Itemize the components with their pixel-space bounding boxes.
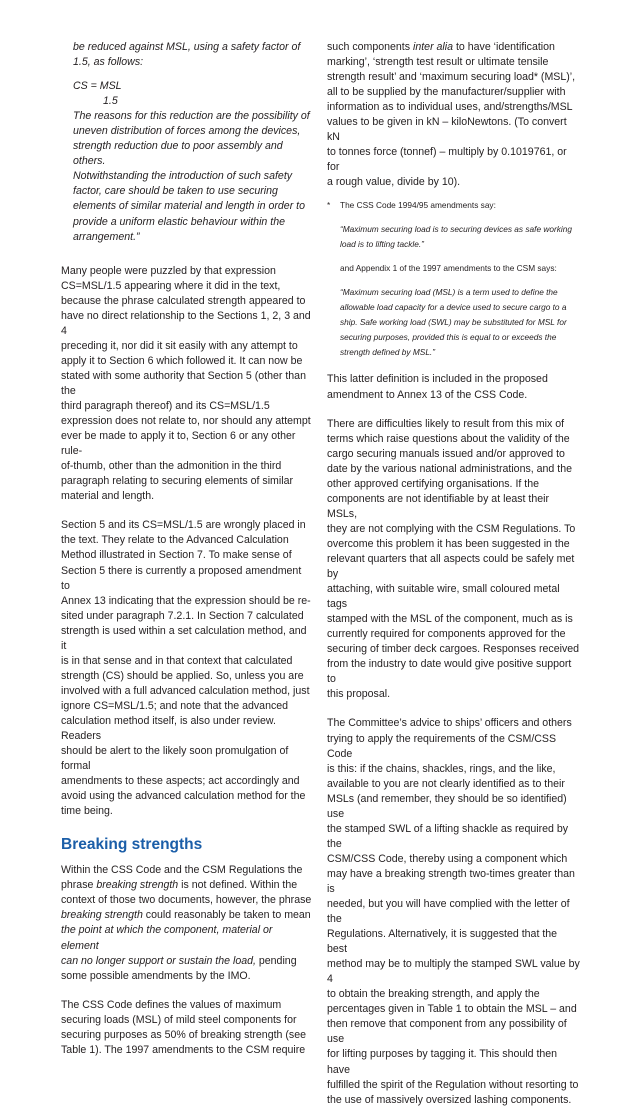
text-line: some possible amendments by the IMO. <box>61 969 251 982</box>
text-line: values to be given in kN – kiloNewtons. (To convert kN <box>327 116 567 144</box>
text-line: CS=MSL/1.5 appearing where it did in the text, <box>61 279 281 292</box>
text-line: terms which raise questions about the validity of the <box>327 432 570 445</box>
intro-text <box>61 40 312 70</box>
text-line: marking’, ‘strength test result or ultimate tensile <box>327 56 549 69</box>
text-line: available to you are not clearly identified as to their <box>327 777 565 790</box>
text-line: “Maximum securing load is to securing devices as safe working <box>340 224 572 235</box>
quote-block <box>61 109 312 244</box>
paragraph-section5 <box>61 518 312 819</box>
text-line: such components inter alia to have ‘identification <box>327 41 555 53</box>
text-line: breaking strength could reasonably be taken to mean <box>61 909 311 922</box>
text-line: sited under paragraph 7.2.1. In Section 7 calculated <box>61 609 304 622</box>
text-line: Section 5 and its CS=MSL/1.5 are wrongly placed in <box>61 519 306 532</box>
text-line: stated with some authority that Section 5 (other than the <box>61 369 306 397</box>
text-line: CSM/CSS Code, thereby using a component which <box>327 852 568 865</box>
paragraph-committee-advice <box>327 716 580 1107</box>
text-line: amendments to these aspects; act accordingly and <box>61 775 300 788</box>
footnote-quote-1 <box>327 222 580 252</box>
text-line: securing purposes, provided this is equal to or exceeds the <box>340 332 557 343</box>
text-line: strength (CS) should be applied. So, unless you are <box>61 669 304 682</box>
text-line: attaching, with suitable wire, small coloured metal tags <box>327 583 560 611</box>
formula-top: CS = MSL <box>73 80 122 93</box>
text-line: have no direct relationship to the Sections 1, 2, 3 and 4 <box>61 309 311 337</box>
text-line: Many people were puzzled by that expression <box>61 264 276 277</box>
text-line: allowable load capacity for a device used to secure cargo to a <box>340 302 567 313</box>
text-line: third paragraph thereof) and its CS=MSL/1.5 <box>61 400 270 413</box>
paragraph-breaking-strength <box>61 863 312 983</box>
text-line: relevant quarters that all aspects could be safely met by <box>327 552 575 581</box>
footnote-appendix: and Appendix 1 of the 1997 amendments to the CSM says: <box>340 263 557 274</box>
text-line: from the industry to date would give positive support to <box>327 658 572 686</box>
footnote-star: * <box>327 200 331 211</box>
text-line: be reduced against MSL, using a safety factor of <box>73 41 301 53</box>
text-line: The Committee’s advice to ships’ officers and others <box>327 717 572 730</box>
text-line: they are not complying with the CSM Regulations. To <box>327 522 576 535</box>
text-line: provide a uniform elastic behaviour within the <box>73 215 285 228</box>
text-line: securing purposes as 50% of breaking strength (see <box>61 1028 306 1041</box>
text-line: strength defined by MSL.” <box>340 347 436 358</box>
text-line: components are not identifiable by at least their MSLs, <box>327 492 550 520</box>
paragraph-puzzled <box>61 264 312 505</box>
text-line: all to be supplied by the manufacturer/supplier with <box>327 86 566 99</box>
text-line: ever be made to apply it to, Section 6 or any other rule- <box>61 430 296 458</box>
text-line: Within the CSS Code and the CSM Regulations the <box>61 864 303 877</box>
text-line: There are difficulties likely to result from this mix of <box>327 417 565 430</box>
text-line: fulfilled the spirit of the Regulation without resorting to <box>327 1078 579 1091</box>
text-line: The reasons for this reduction are the possibility of <box>73 110 310 123</box>
text-line: securing loads (MSL) of mild steel components for <box>61 1013 297 1026</box>
text-line: ship. Safe working load (SWL) may be substituted for MSL for <box>340 317 567 328</box>
text-line: is this: if the chains, shackles, rings, and the like, <box>327 762 556 775</box>
text-line: currently required for components approved for the <box>327 628 566 641</box>
text-line: strength result’ and ‘maximum securing load* (MSL)’, <box>327 71 576 84</box>
text-line: stamped with the MSL of the component, much as is <box>327 613 573 626</box>
text-line: Section 5 there is currently a proposed amendment to <box>61 564 302 592</box>
text-line: involved with a full advanced calculation method, just <box>61 684 310 697</box>
text-line: is in that sense and in that context that calculated <box>61 654 293 667</box>
right-column <box>327 40 580 1108</box>
text-line: material and length. <box>61 490 155 503</box>
text-line: a rough value, divide by 10). <box>327 176 461 189</box>
text-line: 1.5, as follows: <box>73 56 144 69</box>
text-line: the point at which the component, material or element <box>61 924 273 952</box>
text-line: factor, care should be taken to use securing <box>73 185 278 198</box>
text-line: this proposal. <box>327 688 391 701</box>
text-line: of-thumb, other than the admonition in the third <box>61 460 282 473</box>
text-line: needed, but you will have complied with the letter of the <box>327 898 570 926</box>
text-line: information as to individual uses, and/strengths/MSL <box>327 101 573 114</box>
text-line: paragraph relating to securing elements of similar <box>61 475 294 488</box>
paragraph-css-code <box>61 998 312 1058</box>
text-line: The CSS Code defines the values of maximum <box>61 998 282 1011</box>
text-line: the use of massively oversized lashing components. <box>327 1093 572 1106</box>
text-line: method may be to multiply the stamped SWL value by 4 <box>327 958 580 986</box>
text-line: Annex 13 indicating that the expression should be re- <box>61 594 311 607</box>
text-line: Notwithstanding the introduction of such safety <box>73 170 293 183</box>
text-line: for lifting purposes by tagging it. This should then have <box>327 1048 558 1076</box>
text-line: amendment to Annex 13 of the CSS Code. <box>327 388 528 401</box>
text-line: date by the various national administrations, and the <box>327 462 572 475</box>
text-line: to obtain the breaking strength, and apply the <box>327 988 540 1001</box>
text-line: because the phrase calculated strength appeared to <box>61 294 306 307</box>
text-line: may have a breaking strength two-times greater than is <box>327 867 575 895</box>
text-line: uneven distribution of forces among the devices, <box>73 125 301 138</box>
paragraph-components <box>327 40 580 190</box>
footnote-quote-2 <box>327 285 580 360</box>
paragraph-latter-definition <box>327 372 580 402</box>
text-line: load is to lifting tackle.” <box>340 239 424 250</box>
text-line: strength is used within a set calculation method, and it <box>61 624 307 652</box>
text-line: Table 1). The 1997 amendments to the CSM require <box>61 1043 306 1056</box>
text-line: overcome this problem it has been suggested in the <box>327 537 570 550</box>
text-line: “Maximum securing load (MSL) is a term used to define the <box>340 287 558 298</box>
text-line: the text. They relate to the Advanced Calculation <box>61 534 289 547</box>
text-line: cargo securing manuals issued and/or approved to <box>327 447 565 460</box>
text-line: strength reduction due to poor assembly and others. <box>73 140 283 168</box>
text-line: to tonnes force (tonnef) – multiply by 0.1019761, or for <box>327 146 567 174</box>
text-line: time being. <box>61 805 113 818</box>
text-line: context of those two documents, however, the phrase <box>61 894 312 907</box>
text-line: Method illustrated in Section 7. To make sense of <box>61 549 292 562</box>
text-line: Regulations. Alternatively, it is suggested that the best <box>327 928 558 956</box>
text-line: preceding it, nor did it sit easily with any attempt to <box>61 339 298 352</box>
text-line: This latter definition is included in the proposed <box>327 373 548 386</box>
formula-bottom: 1.5 <box>103 95 118 108</box>
text-line: percentages given in Table 1 to obtain the MSL – and <box>327 1003 577 1016</box>
text-line: ignore CS=MSL/1.5; and note that the advanced <box>61 699 289 712</box>
text-line: can no longer support or sustain the load, pending <box>61 954 297 967</box>
text-line: MSLs (and remember, they should be so identified) use <box>327 792 567 820</box>
text-line: phrase breaking strength is not defined. Within the <box>61 879 298 892</box>
text-line: apply it to Section 6 which followed it. It can now be <box>61 354 303 367</box>
text-line: then remove that component from any possibility of use <box>327 1018 567 1046</box>
text-line: elements of similar material and length in order to <box>73 200 305 213</box>
paragraph-difficulties <box>327 417 580 703</box>
text-line: arrangement.” <box>73 230 140 243</box>
text-line: expression does not relate to, nor should any attempt <box>61 415 311 428</box>
text-line: trying to apply the requirements of the CSM/CSS Code <box>327 732 557 760</box>
text-line: avoid using the advanced calculation method for the <box>61 790 306 803</box>
left-column <box>61 40 312 1058</box>
text-line: the stamped SWL of a lifting shackle as required by the <box>327 822 569 850</box>
text-line: other approved certifying organisations. If the <box>327 477 539 490</box>
text-line: securing of timber deck cargoes. Responses received <box>327 643 580 656</box>
text-line: should be alert to the likely soon promulgation of formal <box>61 745 289 773</box>
footnote-intro: The CSS Code 1994/95 amendments say: <box>340 200 496 211</box>
section-heading: Breaking strengths <box>61 836 203 854</box>
formula <box>61 79 312 109</box>
footnote <box>327 198 580 360</box>
text-line: calculation method itself, is also under review. Readers <box>61 714 276 743</box>
